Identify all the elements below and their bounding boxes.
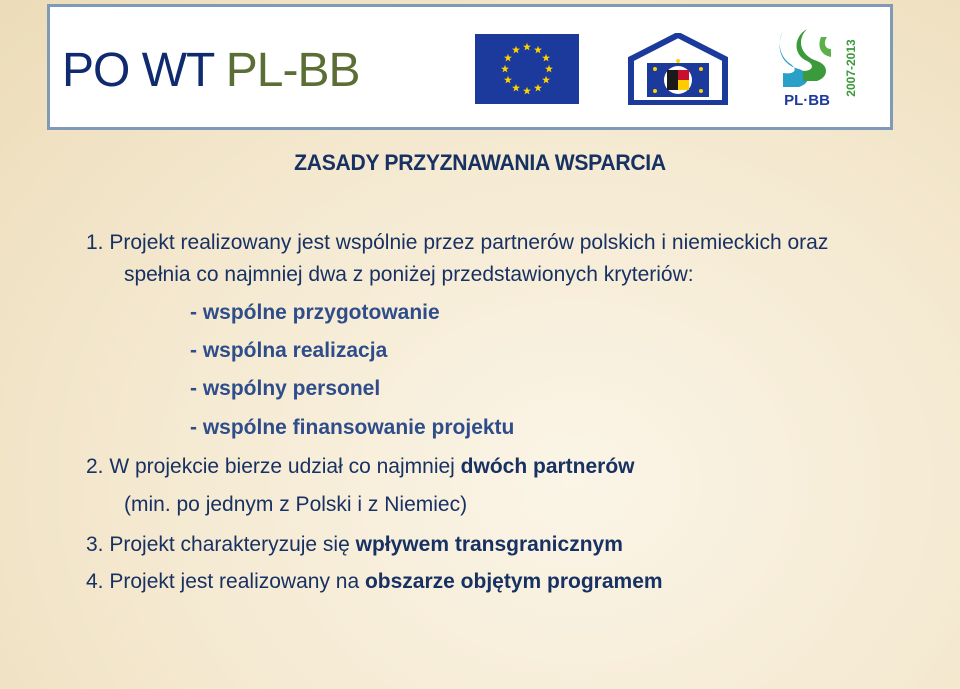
criterion-item: - wspólne przygotowanie	[190, 301, 440, 324]
eu-flag-logo	[475, 34, 579, 104]
item-4	[86, 569, 663, 595]
item-2-emphasis: dwóch partnerów	[460, 455, 635, 478]
header-banner	[47, 4, 893, 130]
pl-bb-logo-years: 2007-2013	[844, 39, 858, 97]
item-1-line-1: 1. Projekt realizowany jest wspólnie przez partnerów polskich i niemieckich oraz	[86, 231, 829, 254]
title-part-1: PO WT	[62, 44, 226, 97]
item-2-line-1	[86, 454, 635, 480]
item-4-emphasis: obszarze objętym programem	[364, 570, 663, 593]
pl-bb-logo-text: PL·BB	[784, 92, 830, 109]
item-3-text: 3. Projekt charakteryzuje się	[86, 533, 356, 556]
item-1-line-2: spełnia co najmniej dwa z poniżej przedstawionych kryteriów:	[124, 263, 694, 286]
item-2-text: 2. W projekcie bierze udział co najmniej	[86, 455, 461, 478]
section-heading: ZASADY PRZYZNAWANIA WSPARCIA	[294, 150, 666, 175]
item-3-emphasis: wpływem transgranicznym	[355, 533, 623, 556]
title-part-2: PL-BB	[225, 44, 360, 97]
item-3	[86, 532, 623, 558]
criterion-item: - wspólny personel	[190, 377, 381, 400]
page-title	[62, 41, 360, 101]
criterion-item: - wspólna realizacja	[190, 339, 388, 362]
criterion-item: - wspólne finansowanie projektu	[190, 416, 515, 439]
pl-bb-program-logo	[777, 25, 863, 111]
euroregion-house-logo	[627, 33, 729, 105]
item-2-line-2: (min. po jednym z Polski i z Niemiec)	[124, 493, 468, 516]
item-4-text: 4. Projekt jest realizowany na	[86, 570, 365, 593]
